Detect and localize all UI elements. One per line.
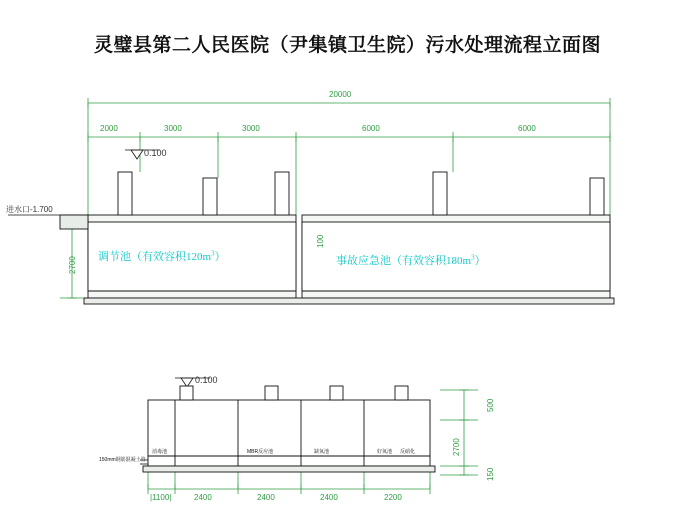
section-manholes — [180, 386, 408, 400]
label-adjusting-pool-tail: ） — [214, 251, 226, 263]
chamber-label-1: 消毒池 — [152, 449, 168, 455]
label-adjusting-pool-sup: 3 — [211, 249, 215, 258]
dim-seg-3: 3000 — [242, 124, 260, 133]
chamber-label-5: 反硝化 — [400, 449, 416, 455]
elevation-manholes — [118, 172, 604, 215]
dim-depth-2700: 2700 — [68, 256, 77, 274]
dim-wall-100: 100 — [316, 234, 325, 248]
section-dim-2: 2400 — [194, 493, 212, 502]
section-dim-right-500: 500 — [486, 398, 495, 412]
elevation-level-0100: 0.100 — [144, 148, 167, 158]
dim-seg-5: 6000 — [518, 124, 536, 133]
section-tank-body — [143, 400, 435, 472]
dim-seg-4: 6000 — [362, 124, 380, 133]
chamber-label-4: 好氧池 — [377, 449, 393, 455]
section-pipe-note: 150mm钢筋混凝土管 — [99, 457, 146, 463]
label-emergency-pool-tail: ） — [474, 255, 486, 267]
section-dim-5: 2200 — [384, 493, 402, 502]
section-dim-right-150: 150 — [486, 467, 495, 481]
section-dim-1: |1100| — [150, 493, 172, 502]
page-title: 灵璧县第二人民医院（尹集镇卫生院）污水处理流程立面图 — [93, 35, 601, 56]
elevation-base-slab — [84, 298, 614, 304]
section-level-0100: 0.100 — [195, 375, 218, 385]
dim-overall-20000: 20000 — [329, 90, 352, 99]
section-dim-right-2700: 2700 — [452, 438, 461, 456]
chamber-label-3: 缺氧池 — [314, 449, 330, 455]
label-emergency-pool-sup: 3 — [471, 253, 475, 262]
label-emergency-pool — [336, 252, 486, 268]
inlet-level-label: 进水口-1.700 — [6, 205, 53, 214]
section-dim-3: 2400 — [257, 493, 275, 502]
chamber-label-2: MBR反应池 — [247, 449, 274, 455]
dim-seg-1: 2000 — [100, 124, 118, 133]
label-adjusting-pool — [98, 248, 226, 264]
dim-seg-2: 3000 — [164, 124, 182, 133]
label-emergency-pool-main: 事故应急池（有效容积180m — [336, 255, 472, 267]
label-adjusting-pool-main: 调节池（有效容积120m — [98, 251, 212, 263]
section-dim-4: 2400 — [320, 493, 338, 502]
